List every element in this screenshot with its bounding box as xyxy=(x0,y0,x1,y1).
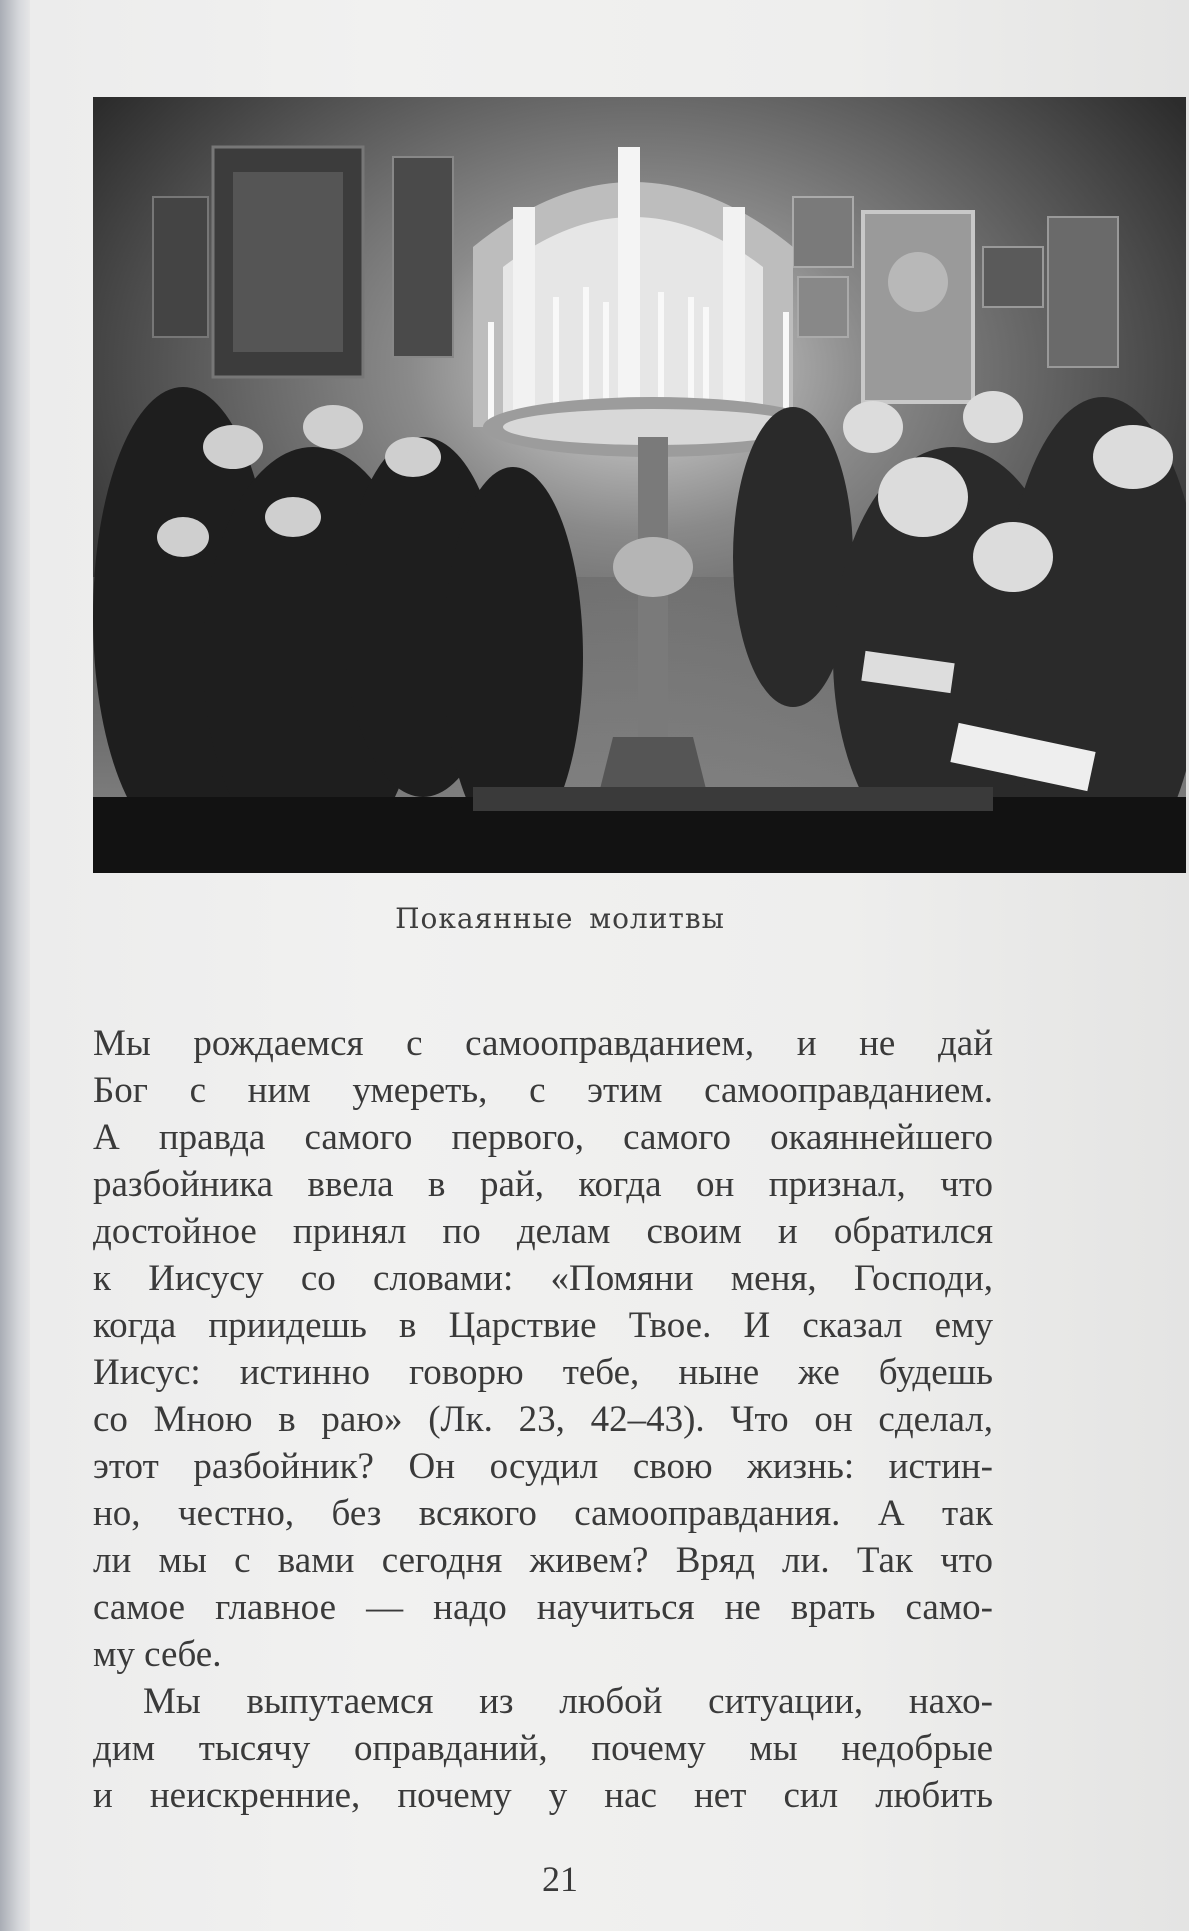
text-line: Мы рождаемся с самооправданием, и не дай xyxy=(93,1023,993,1064)
text-line: со Мною в раю» (Лк. 23, 42–43). Что он сделал, xyxy=(93,1399,993,1440)
text-line: дим тысячу оправданий, почему мы недобрые xyxy=(93,1728,993,1769)
photo-caption: Покаянные молитвы xyxy=(395,902,725,935)
text-line: и неискренние, почему у нас нет сил любить xyxy=(93,1775,993,1816)
page-number: 21 xyxy=(542,1859,578,1899)
text-line: этот разбойник? Он осудил свою жизнь: истин- xyxy=(93,1446,993,1487)
text-line: А правда самого первого, самого окаяннейшего xyxy=(93,1117,993,1158)
body-text xyxy=(93,1020,993,1819)
text-line: Бог с ним умереть, с этим самооправданием. xyxy=(93,1070,993,1111)
text-line: ли мы с вами сегодня живем? Вряд ли. Так что xyxy=(93,1540,993,1581)
text-line: к Иисусу со словами: «Помяни меня, Господи, xyxy=(93,1258,993,1299)
text-line: самое главное — надо научиться не врать само- xyxy=(93,1587,993,1628)
text-line: когда приидешь в Царствие Твое. И сказал ему xyxy=(93,1305,993,1346)
book-page xyxy=(30,0,1189,1931)
text-line: Мы выпутаемся из любой ситуации, нахо- xyxy=(143,1681,993,1722)
church-prayer-photo xyxy=(93,97,1186,873)
text-line: разбойника ввела в рай, когда он признал, что xyxy=(93,1164,993,1205)
text-line: му себе. xyxy=(93,1634,222,1675)
text-line: достойное принял по делам своим и обратился xyxy=(93,1211,993,1252)
book-spine-shadow xyxy=(0,0,32,1931)
text-line: Иисус: истинно говорю тебе, ныне же будешь xyxy=(93,1352,993,1393)
text-line: но, честно, без всякого самооправдания. А так xyxy=(93,1493,993,1534)
